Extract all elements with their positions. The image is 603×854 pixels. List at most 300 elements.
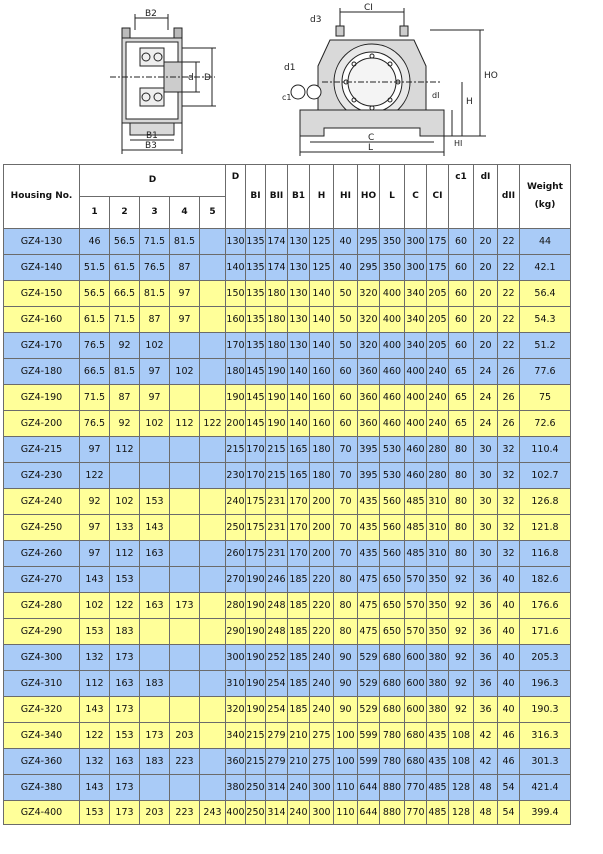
header-di: dI	[474, 165, 498, 229]
cell-housing-no: GZ4-270	[4, 567, 80, 593]
cell-d: 270	[226, 567, 246, 593]
cell-ci: 175	[427, 229, 449, 255]
cell-ci: 350	[427, 593, 449, 619]
cell-b1: 130	[288, 307, 310, 333]
cell-d1: 76.5	[80, 411, 110, 437]
table-row	[4, 359, 571, 385]
cell-bi: 190	[246, 593, 266, 619]
cell-dii: 40	[498, 671, 520, 697]
cell-d2: 92	[110, 333, 140, 359]
cell-b1: 240	[288, 775, 310, 801]
cell-ci: 280	[427, 463, 449, 489]
cell-d1: 51.5	[80, 255, 110, 281]
cell-h: 140	[310, 307, 334, 333]
cell-weight: 121.8	[520, 515, 571, 541]
cell-weight: 190.3	[520, 697, 571, 723]
cell-ci: 485	[427, 775, 449, 801]
cell-c1: 92	[449, 567, 474, 593]
cell-d: 180	[226, 359, 246, 385]
cell-weight: 102.7	[520, 463, 571, 489]
cell-h: 220	[310, 619, 334, 645]
cell-ho: 475	[358, 593, 380, 619]
cell-d5: 122	[200, 411, 226, 437]
cell-housing-no: GZ4-250	[4, 515, 80, 541]
cell-h: 180	[310, 437, 334, 463]
front-view-drawing	[282, 3, 498, 156]
cell-d2: 102	[110, 489, 140, 515]
cell-d1: 122	[80, 723, 110, 749]
cell-b1: 210	[288, 749, 310, 775]
cell-d1: 71.5	[80, 385, 110, 411]
header-hi: HI	[334, 165, 358, 229]
cell-l: 460	[380, 411, 405, 437]
cell-d2: 173	[110, 775, 140, 801]
cell-d2: 112	[110, 437, 140, 463]
cell-d4: 97	[170, 281, 200, 307]
cell-bii: 231	[266, 541, 288, 567]
cell-housing-no: GZ4-180	[4, 359, 80, 385]
cell-d5	[200, 307, 226, 333]
cell-housing-no: GZ4-320	[4, 697, 80, 723]
cell-d5	[200, 541, 226, 567]
cell-ho: 395	[358, 437, 380, 463]
label-l: L	[368, 143, 374, 153]
cell-d4: 102	[170, 359, 200, 385]
cell-bii: 180	[266, 333, 288, 359]
cell-di: 20	[474, 333, 498, 359]
cell-b1: 185	[288, 593, 310, 619]
cell-bii: 180	[266, 307, 288, 333]
table-row	[4, 281, 571, 307]
cell-ho: 529	[358, 671, 380, 697]
cell-hi: 100	[334, 723, 358, 749]
cell-d: 280	[226, 593, 246, 619]
cell-d3: 87	[140, 307, 170, 333]
cell-bi: 145	[246, 385, 266, 411]
cell-weight: 421.4	[520, 775, 571, 801]
cell-l: 350	[380, 229, 405, 255]
cell-d3: 183	[140, 749, 170, 775]
table-row	[4, 541, 571, 567]
cell-h: 140	[310, 333, 334, 359]
cell-h: 220	[310, 593, 334, 619]
cell-dii: 22	[498, 333, 520, 359]
cell-bii: 215	[266, 437, 288, 463]
cell-weight: 171.6	[520, 619, 571, 645]
cell-d5	[200, 567, 226, 593]
cell-d3	[140, 619, 170, 645]
cell-d5	[200, 489, 226, 515]
cell-d4	[170, 489, 200, 515]
cell-bii: 252	[266, 645, 288, 671]
cell-di: 24	[474, 385, 498, 411]
cell-ho: 360	[358, 411, 380, 437]
cell-d1: 143	[80, 775, 110, 801]
label-big-d-side: D	[204, 73, 211, 83]
cell-bi: 175	[246, 515, 266, 541]
cell-weight: 56.4	[520, 281, 571, 307]
cell-c1: 80	[449, 437, 474, 463]
cell-c: 400	[405, 359, 427, 385]
cell-ci: 435	[427, 749, 449, 775]
cell-ho: 395	[358, 463, 380, 489]
cell-di: 48	[474, 801, 498, 825]
cell-di: 36	[474, 619, 498, 645]
cell-ho: 599	[358, 749, 380, 775]
cell-d: 240	[226, 489, 246, 515]
cell-d2: 66.5	[110, 281, 140, 307]
cell-b1: 185	[288, 567, 310, 593]
cell-bii: 180	[266, 281, 288, 307]
cell-d2	[110, 463, 140, 489]
cell-bi: 175	[246, 541, 266, 567]
cell-bi: 135	[246, 255, 266, 281]
cell-d3: 163	[140, 593, 170, 619]
cell-d3: 102	[140, 333, 170, 359]
cell-l: 560	[380, 515, 405, 541]
cell-weight: 196.3	[520, 671, 571, 697]
cell-bi: 190	[246, 697, 266, 723]
cell-d2: 92	[110, 411, 140, 437]
cell-d3: 71.5	[140, 229, 170, 255]
cell-c: 570	[405, 567, 427, 593]
cell-ci: 380	[427, 697, 449, 723]
cell-d5	[200, 723, 226, 749]
cell-di: 30	[474, 489, 498, 515]
cell-bii: 231	[266, 489, 288, 515]
cell-c: 600	[405, 697, 427, 723]
cell-d3	[140, 775, 170, 801]
table-row	[4, 437, 571, 463]
cell-housing-no: GZ4-130	[4, 229, 80, 255]
table-row	[4, 229, 571, 255]
cell-ci: 435	[427, 723, 449, 749]
label-ci-top: CI	[364, 3, 373, 13]
cell-d1: 61.5	[80, 307, 110, 333]
cell-bi: 135	[246, 333, 266, 359]
table-row	[4, 593, 571, 619]
cell-di: 36	[474, 671, 498, 697]
cell-c: 340	[405, 333, 427, 359]
cell-b1: 240	[288, 801, 310, 825]
cell-dii: 54	[498, 775, 520, 801]
cell-dii: 26	[498, 359, 520, 385]
cell-d: 215	[226, 437, 246, 463]
cell-l: 680	[380, 671, 405, 697]
cell-l: 460	[380, 359, 405, 385]
cell-b1: 165	[288, 437, 310, 463]
cell-d: 170	[226, 333, 246, 359]
cell-d: 400	[226, 801, 246, 825]
cell-di: 36	[474, 593, 498, 619]
cell-c: 340	[405, 307, 427, 333]
cell-c: 485	[405, 515, 427, 541]
cell-housing-no: GZ4-140	[4, 255, 80, 281]
cell-l: 880	[380, 801, 405, 825]
cell-c1: 128	[449, 775, 474, 801]
cell-c1: 80	[449, 463, 474, 489]
cell-housing-no: GZ4-360	[4, 749, 80, 775]
cell-dii: 22	[498, 255, 520, 281]
cell-b1: 165	[288, 463, 310, 489]
cell-c1: 60	[449, 281, 474, 307]
cell-bi: 135	[246, 307, 266, 333]
cell-c1: 65	[449, 359, 474, 385]
cell-d1: 153	[80, 619, 110, 645]
cell-weight: 77.6	[520, 359, 571, 385]
cell-c: 340	[405, 281, 427, 307]
cell-bii: 254	[266, 671, 288, 697]
cell-weight: 44	[520, 229, 571, 255]
label-h: H	[466, 97, 473, 107]
cell-housing-no: GZ4-170	[4, 333, 80, 359]
cell-d2: 163	[110, 671, 140, 697]
cell-hi: 90	[334, 671, 358, 697]
cell-d2: 163	[110, 749, 140, 775]
cell-di: 24	[474, 359, 498, 385]
cell-bi: 190	[246, 645, 266, 671]
cell-h: 200	[310, 489, 334, 515]
cell-d3: 163	[140, 541, 170, 567]
cell-c1: 92	[449, 593, 474, 619]
cell-housing-no: GZ4-280	[4, 593, 80, 619]
cell-c1: 65	[449, 385, 474, 411]
header-d-sub-4: 4	[170, 197, 200, 229]
cell-l: 780	[380, 749, 405, 775]
cell-ci: 205	[427, 307, 449, 333]
cell-d4	[170, 541, 200, 567]
cell-d1: 97	[80, 541, 110, 567]
cell-dii: 46	[498, 749, 520, 775]
cell-h: 160	[310, 411, 334, 437]
cell-d: 360	[226, 749, 246, 775]
cell-di: 20	[474, 307, 498, 333]
cell-c: 570	[405, 593, 427, 619]
cell-c: 400	[405, 385, 427, 411]
cell-d3: 76.5	[140, 255, 170, 281]
cell-h: 125	[310, 255, 334, 281]
table-row	[4, 567, 571, 593]
cell-ci: 240	[427, 385, 449, 411]
cell-dii: 32	[498, 541, 520, 567]
cell-d1: 97	[80, 437, 110, 463]
cell-h: 300	[310, 775, 334, 801]
cell-d3: 81.5	[140, 281, 170, 307]
cell-d: 140	[226, 255, 246, 281]
cell-d5	[200, 697, 226, 723]
cell-c1: 60	[449, 255, 474, 281]
cell-bi: 215	[246, 723, 266, 749]
cell-weight: 205.3	[520, 645, 571, 671]
cell-di: 36	[474, 567, 498, 593]
cell-hi: 60	[334, 385, 358, 411]
cell-h: 140	[310, 281, 334, 307]
cell-d1: 92	[80, 489, 110, 515]
cell-di: 20	[474, 229, 498, 255]
label-b1: B1	[146, 131, 158, 141]
cell-d2: 81.5	[110, 359, 140, 385]
cell-d4: 97	[170, 307, 200, 333]
cell-c1: 60	[449, 229, 474, 255]
cell-d4: 112	[170, 411, 200, 437]
cell-dii: 54	[498, 801, 520, 825]
cell-weight: 75	[520, 385, 571, 411]
cell-bi: 175	[246, 489, 266, 515]
cell-l: 530	[380, 463, 405, 489]
cell-weight: 182.6	[520, 567, 571, 593]
cell-ho: 475	[358, 619, 380, 645]
cell-weight: 72.6	[520, 411, 571, 437]
cell-bi: 145	[246, 359, 266, 385]
cell-c1: 60	[449, 333, 474, 359]
cell-d2: 56.5	[110, 229, 140, 255]
cell-bii: 190	[266, 359, 288, 385]
cell-l: 350	[380, 255, 405, 281]
cell-housing-no: GZ4-200	[4, 411, 80, 437]
cell-dii: 40	[498, 697, 520, 723]
cell-d5: 243	[200, 801, 226, 825]
cell-ho: 295	[358, 229, 380, 255]
cell-d1: 112	[80, 671, 110, 697]
cell-l: 460	[380, 385, 405, 411]
cell-b1: 130	[288, 281, 310, 307]
cell-ci: 205	[427, 333, 449, 359]
header-b1: B1	[288, 165, 310, 229]
table-row	[4, 333, 571, 359]
cell-housing-no: GZ4-230	[4, 463, 80, 489]
cell-d2: 153	[110, 567, 140, 593]
label-d1: d1	[284, 63, 296, 73]
cell-dii: 22	[498, 307, 520, 333]
cell-housing-no: GZ4-380	[4, 775, 80, 801]
cell-ho: 435	[358, 515, 380, 541]
cell-l: 680	[380, 697, 405, 723]
cell-d1: 132	[80, 749, 110, 775]
cell-d5	[200, 255, 226, 281]
cell-bii: 279	[266, 749, 288, 775]
cell-c1: 65	[449, 411, 474, 437]
cell-b1: 130	[288, 333, 310, 359]
cell-ho: 599	[358, 723, 380, 749]
cell-b1: 140	[288, 359, 310, 385]
cell-d1: 143	[80, 697, 110, 723]
cell-ho: 644	[358, 801, 380, 825]
cell-hi: 90	[334, 697, 358, 723]
cell-hi: 70	[334, 541, 358, 567]
cell-hi: 80	[334, 619, 358, 645]
header-h: H	[310, 165, 334, 229]
header-d-sub-5: 5	[200, 197, 226, 229]
cell-d3	[140, 437, 170, 463]
cell-c: 570	[405, 619, 427, 645]
cell-dii: 32	[498, 463, 520, 489]
cell-d3	[140, 645, 170, 671]
cell-d4	[170, 619, 200, 645]
table-row	[4, 671, 571, 697]
cell-d3: 173	[140, 723, 170, 749]
cell-l: 880	[380, 775, 405, 801]
cell-d5	[200, 333, 226, 359]
cell-c1: 80	[449, 489, 474, 515]
cell-bii: 314	[266, 801, 288, 825]
cell-c1: 80	[449, 515, 474, 541]
cell-c: 600	[405, 645, 427, 671]
cell-d2: 153	[110, 723, 140, 749]
table-body	[4, 229, 571, 825]
cell-b1: 130	[288, 229, 310, 255]
cell-di: 42	[474, 749, 498, 775]
cell-d: 160	[226, 307, 246, 333]
cell-dii: 46	[498, 723, 520, 749]
header-ho: HO	[358, 165, 380, 229]
table-row	[4, 515, 571, 541]
label-d-side: d	[188, 73, 194, 83]
header-d-group: D	[80, 165, 226, 197]
cell-weight: 116.8	[520, 541, 571, 567]
cell-bii: 231	[266, 515, 288, 541]
cell-c: 680	[405, 749, 427, 775]
cell-bi: 250	[246, 775, 266, 801]
cell-d5	[200, 671, 226, 697]
cell-c1: 60	[449, 307, 474, 333]
cell-dii: 40	[498, 593, 520, 619]
cell-d2: 173	[110, 645, 140, 671]
cell-d4	[170, 463, 200, 489]
cell-d1: 76.5	[80, 333, 110, 359]
header-bii: BII	[266, 165, 288, 229]
cell-di: 42	[474, 723, 498, 749]
header-big-d: D	[226, 165, 246, 229]
cell-ci: 350	[427, 619, 449, 645]
cell-dii: 32	[498, 515, 520, 541]
cell-d1: 46	[80, 229, 110, 255]
cell-d: 150	[226, 281, 246, 307]
cell-weight: 54.3	[520, 307, 571, 333]
cell-di: 48	[474, 775, 498, 801]
header-housing-no: Housing No.	[4, 165, 80, 229]
cell-d2: 122	[110, 593, 140, 619]
table-row	[4, 749, 571, 775]
cell-dii: 22	[498, 281, 520, 307]
cell-d3	[140, 463, 170, 489]
cell-ho: 644	[358, 775, 380, 801]
cell-l: 780	[380, 723, 405, 749]
cell-d3: 97	[140, 359, 170, 385]
cell-housing-no: GZ4-190	[4, 385, 80, 411]
cell-c1: 92	[449, 619, 474, 645]
cell-d4	[170, 671, 200, 697]
header-ci: CI	[427, 165, 449, 229]
cell-ci: 310	[427, 541, 449, 567]
header-l: L	[380, 165, 405, 229]
cell-weight: 110.4	[520, 437, 571, 463]
cell-weight: 176.6	[520, 593, 571, 619]
cell-housing-no: GZ4-260	[4, 541, 80, 567]
cell-c: 400	[405, 411, 427, 437]
cell-b1: 140	[288, 411, 310, 437]
cell-ho: 360	[358, 385, 380, 411]
cell-housing-no: GZ4-160	[4, 307, 80, 333]
cell-d2: 61.5	[110, 255, 140, 281]
cell-c1: 80	[449, 541, 474, 567]
cell-d2: 133	[110, 515, 140, 541]
cell-d4: 223	[170, 801, 200, 825]
label-hi: HI	[454, 139, 463, 148]
cell-di: 36	[474, 697, 498, 723]
cell-d: 290	[226, 619, 246, 645]
cell-b1: 210	[288, 723, 310, 749]
cell-h: 180	[310, 463, 334, 489]
